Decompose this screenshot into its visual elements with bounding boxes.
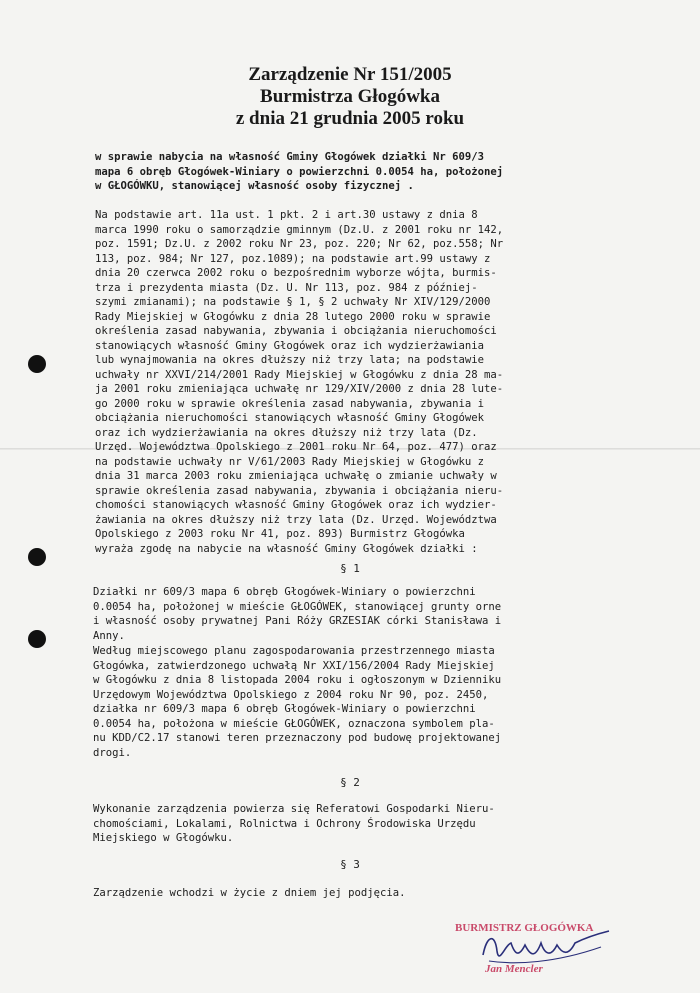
zoning-line: nu KDD/C2.17 stanowi teren przeznaczony pod budowę projektowanej: [93, 732, 502, 744]
legal-basis-line: 113, poz. 984; Nr 127, poz.1089); na podstawie art.99 ustawy z: [95, 252, 491, 265]
parcel-line: Działki nr 609/3 mapa 6 obręb Głogówek-Winiary o powierzchni: [93, 586, 476, 598]
execution-line: Miejskiego w Głogówku.: [93, 832, 234, 844]
zoning-line: działka nr 609/3 mapa 6 obręb Głogówek-Winiary o powierzchni: [93, 703, 476, 715]
legal-basis-line: poz. 1591; Dz.U. z 2002 roku Nr 23, poz. 220; Nr 62, poz.558; Nr: [95, 238, 504, 250]
stamp-title: BURMISTRZ GŁOGÓWKA: [455, 922, 594, 934]
legal-basis-line: uchwały nr XXVI/214/2001 Rady Miejskiej w Głogówku z dnia 28 ma-: [95, 368, 504, 381]
effective-paragraph: [93, 886, 647, 901]
title-line-2: Burmistrza Głogówka: [260, 86, 440, 107]
legal-basis-paragraph: [95, 208, 647, 556]
parcel-paragraph: [93, 585, 647, 643]
legal-basis-line: trza i prezydenta miasta (Dz. U. Nr 113, poz. 984 z później-: [95, 281, 478, 294]
legal-basis-line: oraz ich wydzierżawiania na okres dłuższy niż trzy lata (Dz.: [95, 426, 478, 439]
subject-line: w GŁOGÓWKU, stanowiącej własność osoby fizycznej .: [95, 180, 414, 192]
parcel-line: i własność osoby prywatnej Pani Róży GRZESIAK córki Stanisława i: [93, 615, 502, 627]
legal-basis-line: obciążania nieruchomości stanowiących własność Gminy Głogówek: [95, 412, 485, 424]
section-3-mark: § 3: [340, 858, 360, 871]
zoning-line: drogi.: [93, 746, 132, 759]
title-line-1: Zarządzenie Nr 151/2005: [248, 64, 452, 85]
section-2-mark: § 2: [340, 776, 360, 789]
stamp-name: Jan Mencler: [485, 963, 543, 975]
zoning-line: Według miejscowego planu zagospodarowania przestrzennego miasta: [93, 645, 495, 657]
legal-basis-line: sprawie określenia zasad nabywania, zbywania i obciążania nieru-: [95, 484, 504, 497]
parcel-line: Anny.: [93, 629, 125, 642]
title-line-3: z dnia 21 grudnia 2005 roku: [235, 108, 465, 129]
legal-basis-line: ja 2001 roku zmieniająca uchwałę nr 129/XIV/2000 z dnia 28 lute-: [95, 383, 504, 395]
legal-basis-line: dnia 20 czerwca 2002 roku o bezpośrednim wyborze wójta, burmis-: [95, 267, 497, 279]
legal-basis-line: określenia zasad nabywania, zbywania i obciążania nieruchomości: [95, 325, 497, 337]
legal-basis-line: na podstawie uchwały nr V/61/2003 Rady Miejskiej w Głogówku z: [95, 455, 485, 468]
legal-basis-line: Na podstawie art. 11a ust. 1 pkt. 2 i art.30 ustawy z dnia 8: [95, 209, 478, 221]
subject-paragraph: [95, 150, 647, 194]
execution-line: Wykonanie zarządzenia powierza się Referatowi Gospodarki Nieru-: [93, 803, 495, 815]
document-title: [0, 64, 700, 130]
legal-basis-line: szymi zmianami); na podstawie § 1, § 2 uchwały Nr XIV/129/2000: [95, 296, 491, 308]
mayor-stamp: [455, 915, 625, 980]
zoning-line: Głogówka, zatwierdzonego uchwałą Nr XXI/156/2004 Rady Miejskiej: [93, 659, 495, 672]
legal-basis-line: go 2000 roku w sprawie określenia zasad nabywania, zbywania i: [95, 397, 485, 410]
zoning-line: Urzędowym Województwa Opolskiego z 2004 roku Nr 90, poz. 2450,: [93, 688, 489, 701]
subject-line: mapa 6 obręb Głogówek-Winiary o powierzchni 0.0054 ha, położonej: [95, 165, 504, 178]
legal-basis-line: żawiania na okres dłuższy niż trzy lata (Dz. Urzęd. Województwa: [95, 513, 497, 526]
legal-basis-line: dnia 31 marca 2003 roku zmieniająca uchwałę o zmianie uchwały w: [95, 470, 497, 482]
legal-basis-line: marca 1990 roku o samorządzie gminnym (Dz.U. z 2001 roku nr 142,: [95, 223, 504, 236]
legal-basis-line: Urzęd. Województwa Opolskiego z 2001 roku Nr 64, poz. 477) oraz: [95, 441, 497, 453]
zoning-line: w Głogówku z dnia 8 listopada 2004 roku i ogłoszonym w Dzienniku: [93, 674, 502, 686]
subject-line: w sprawie nabycia na własność Gminy Głogówek działki Nr 609/3: [95, 151, 485, 163]
execution-line: chomościami, Lokalami, Rolnictwa i Ochrony Środowiska Urzędu: [93, 817, 476, 830]
section-1-mark: § 1: [340, 562, 360, 575]
legal-basis-line: wyraża zgodę na nabycie na własność Gminy Głogówek działki :: [95, 542, 478, 555]
legal-basis-line: stanowiących własność Gminy Głogówek oraz ich wydzierżawiania: [95, 339, 485, 352]
punch-hole-bottom: [28, 630, 46, 648]
zoning-line: 0.0054 ha, położona w mieście GŁOGÓWEK, oznaczona symbolem pla-: [93, 717, 495, 730]
legal-basis-line: lub wynajmowania na okres dłuższy niż trzy lata; na podstawie: [95, 354, 485, 366]
zoning-paragraph: [93, 644, 647, 760]
legal-basis-line: chomości stanowiących własność Gminy Głogówek oraz ich wydzier-: [95, 499, 497, 511]
execution-paragraph: [93, 802, 647, 846]
punch-hole-top: [28, 355, 46, 373]
legal-basis-line: Opolskiego z 2003 roku Nr 41, poz. 893) Burmistrz Głogówka: [95, 528, 465, 540]
effective-line: Zarządzenie wchodzi w życie z dniem jej podjęcia.: [93, 887, 406, 899]
legal-basis-line: Rady Miejskiej w Głogówku z dnia 28 lutego 2000 roku w sprawie: [95, 310, 491, 323]
parcel-line: 0.0054 ha, położonej w mieście GŁOGÓWEK, stanowiącej grunty orne: [93, 600, 502, 613]
